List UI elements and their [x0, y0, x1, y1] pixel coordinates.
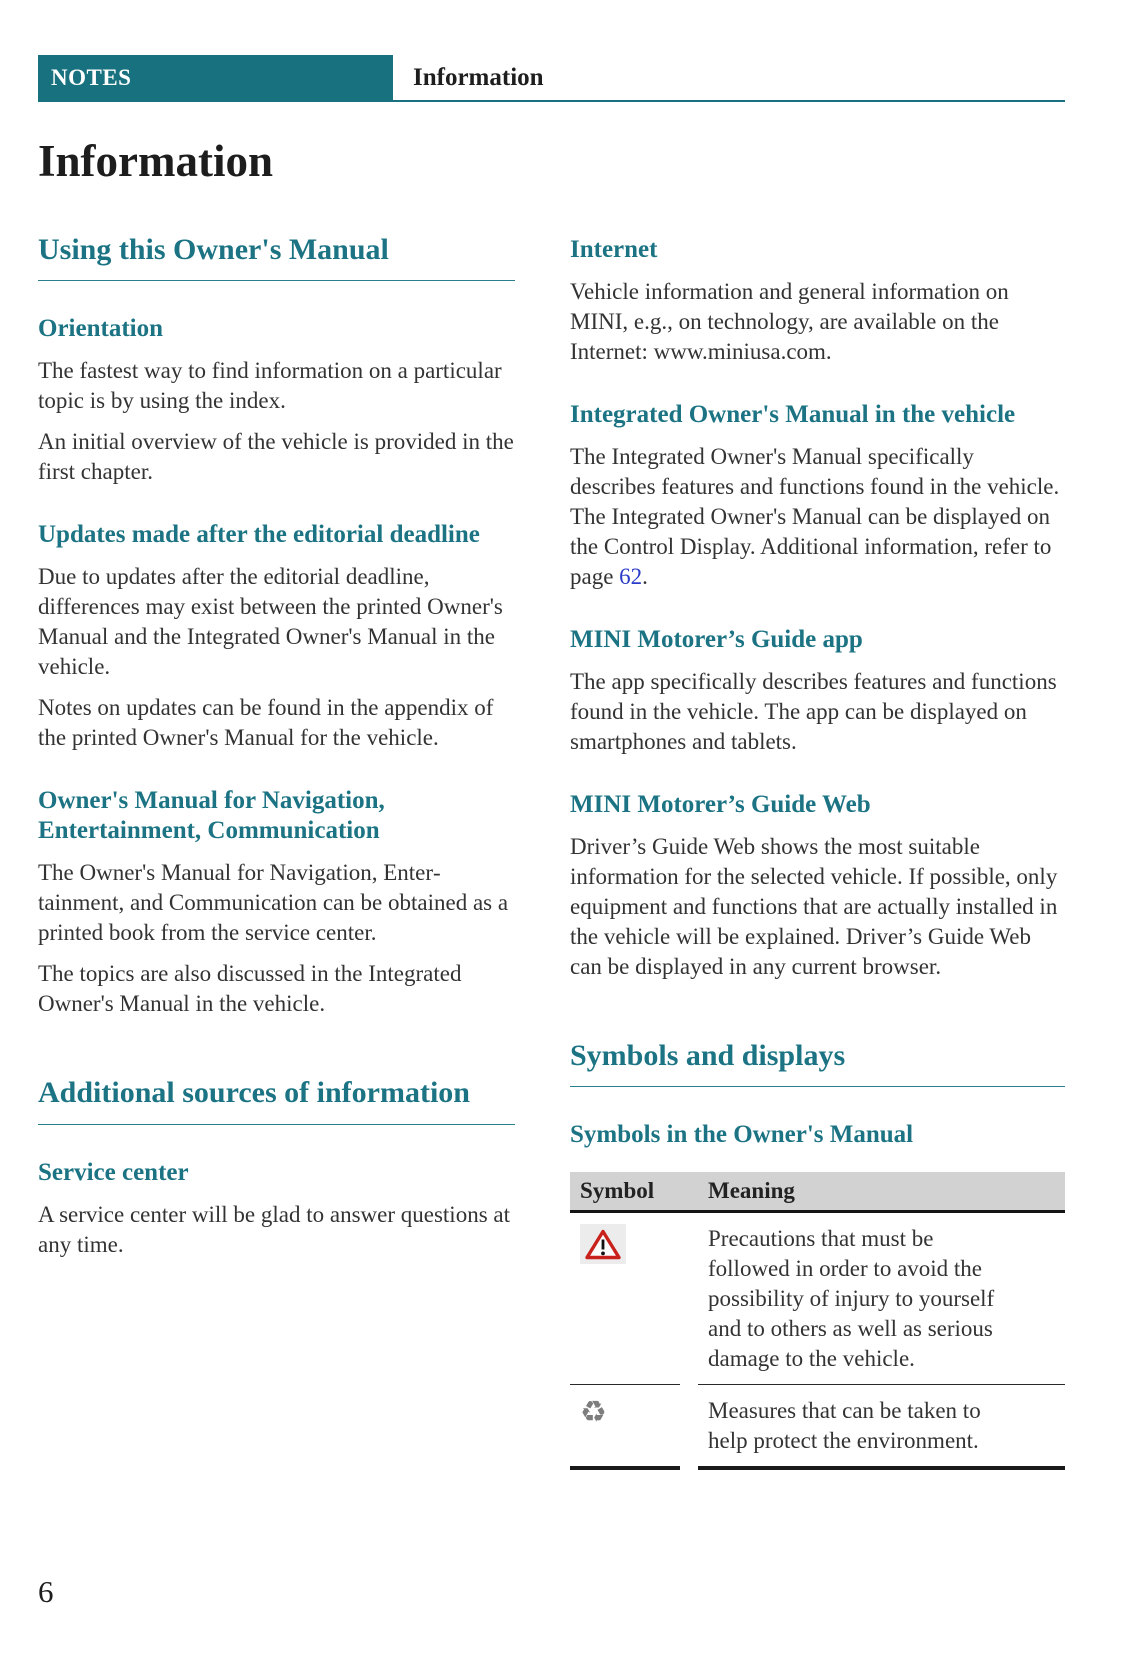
left-column — [38, 232, 515, 1470]
warning-triangle-icon — [580, 1224, 626, 1264]
column-header-symbol: Symbol — [570, 1172, 680, 1213]
gap-cell — [680, 1213, 698, 1385]
symbols-table — [570, 1172, 1065, 1470]
paragraph: The topics are also discussed in the Integrated Owner's Manual in the vehicle. — [38, 961, 462, 1017]
paragraph: The fastest way to find information on a particular topic is by using the index. — [38, 358, 502, 414]
section-heading-symbols-displays: Symbols and displays — [570, 1038, 1065, 1087]
paragraph: Vehicle information and general information on MINI, e.g., on technology, are available on the Internet: www.miniusa.com. — [570, 278, 1009, 364]
paragraph: A service center will be glad to answer questions at any time. — [38, 1201, 510, 1257]
page-title: Information — [38, 136, 273, 186]
meaning-cell: Precautions that must be followed in order to avoid the possibility of injury to yourself and to others as well as serious damage to the vehicle. — [698, 1213, 1065, 1385]
recycle-icon: ♻ — [580, 1395, 607, 1431]
paragraph: Notes on updates can be found in the appendix of the printed Owner's Manual for the vehicle. — [38, 695, 494, 751]
subheading-internet: Internet — [570, 235, 658, 263]
paragraph: Due to updates after the editorial deadline, differences may exist between the printed Owner's Manual and the Integrated Owner's Manual in the vehicle. — [38, 564, 503, 680]
meaning-cell: Measures that can be taken to help protect the environment. — [698, 1385, 1065, 1470]
subheading-updates: Updates made after the editorial deadline — [38, 521, 480, 549]
two-column-layout — [38, 232, 1065, 1470]
section-heading-using-manual: Using this Owner's Manual — [38, 232, 515, 281]
paragraph-with-link — [570, 442, 1065, 592]
section-heading-additional-sources: Additional sources of information — [38, 1075, 515, 1124]
column-gap — [680, 1172, 698, 1213]
subheading-owners-manual-nav: Owner's Manual for Navigation, Entertainment, Communication — [38, 787, 385, 845]
paragraph: The app specifically describes features and functions found in the vehicle. The app can be displayed on smartphones and tablets. — [570, 668, 1057, 754]
subheading-guide-app: MINI Motorer’s Guide app — [570, 625, 863, 653]
chapter-banner — [38, 55, 393, 100]
page-62-link[interactable]: 62 — [619, 563, 643, 589]
subheading-integrated-manual: Integrated Owner's Manual in the vehicle — [570, 400, 1016, 428]
running-chapter-title: Information — [413, 63, 544, 91]
paragraph-text: The Integrated Owner's Manual specifically describes features and functions found in the vehicle. The Integrated Owner's Manual can be displayed on the Control Display. Additional information, refer to page — [570, 443, 1060, 589]
table-header-row — [570, 1172, 1065, 1213]
column-header-meaning: Meaning — [698, 1172, 1065, 1213]
right-column — [570, 232, 1065, 1470]
banner-label: NOTES — [51, 64, 132, 90]
subheading-symbols-in-manual: Symbols in the Owner's Manual — [570, 1121, 914, 1149]
paragraph: The Owner's Manual for Navigation, Entertainment, and Communication can be obtained as a printed book from the service center. — [38, 860, 509, 946]
table-row — [570, 1385, 1065, 1470]
page-number: 6 — [38, 1574, 54, 1609]
paragraph-text: . — [642, 563, 648, 589]
subheading-orientation: Orientation — [38, 315, 163, 343]
gap-cell — [680, 1385, 698, 1470]
paragraph: An initial overview of the vehicle is provided in the first chapter. — [38, 429, 514, 485]
paragraph: Driver’s Guide Web shows the most suitable information for the selected vehicle. If possible, only equipment and functions that are actually installed in the vehicle will be explained. Driver’s Guide Web can be displayed in any current browser. — [570, 833, 1058, 979]
subheading-service-center: Service center — [38, 1158, 189, 1186]
symbol-cell — [570, 1213, 680, 1385]
table-row — [570, 1213, 1065, 1385]
symbol-cell — [570, 1385, 680, 1470]
subheading-guide-web: MINI Motorer’s Guide Web — [570, 790, 871, 818]
running-header — [38, 55, 1065, 102]
